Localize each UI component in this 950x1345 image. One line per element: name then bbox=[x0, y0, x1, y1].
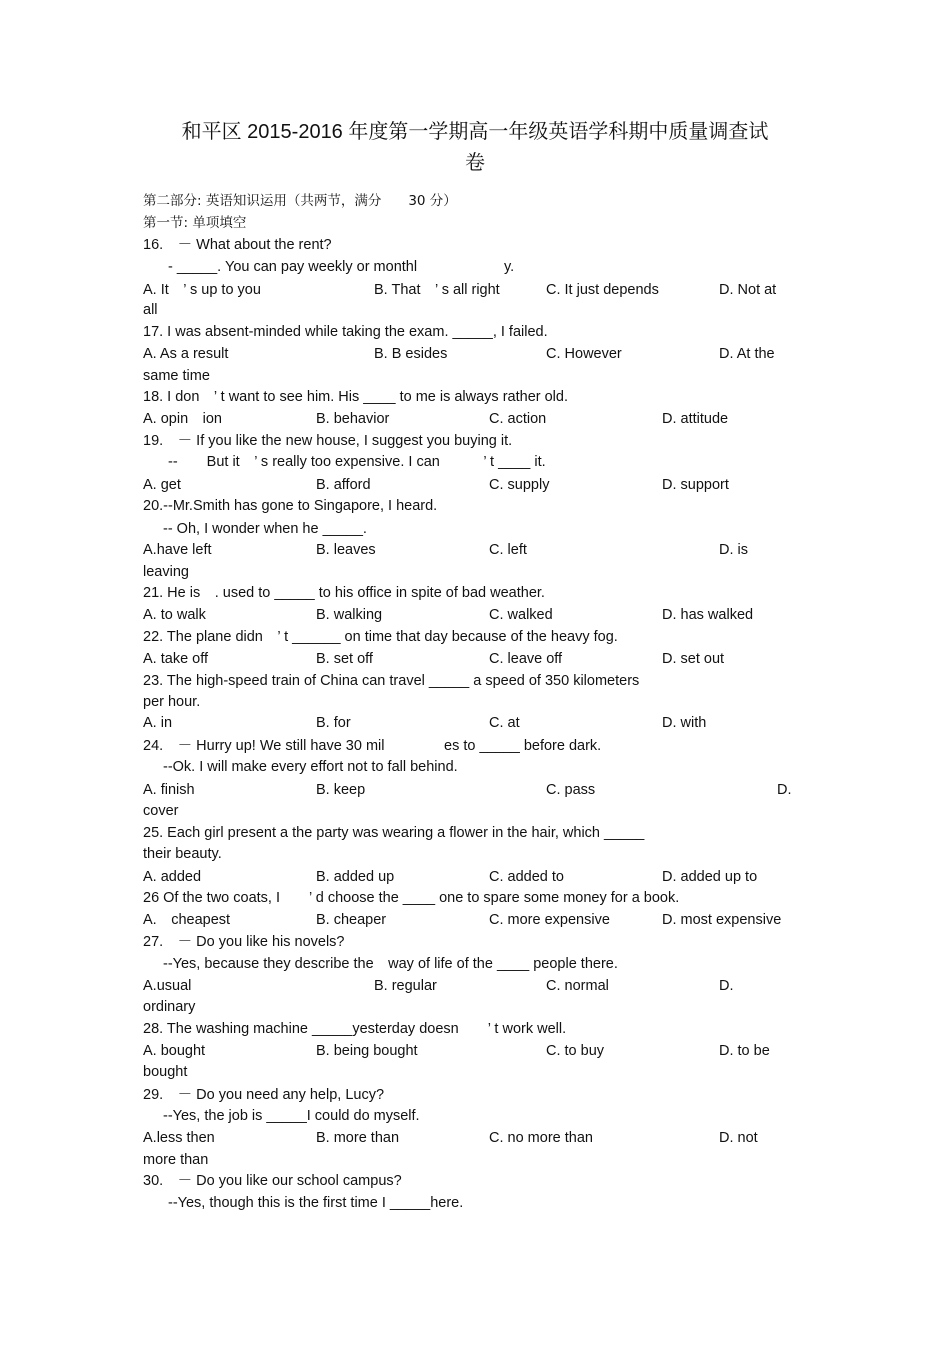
question-text: C. supply bbox=[489, 477, 550, 493]
question-text: 22. The plane didn ’ t ______ on time that day because of the heavy fog. bbox=[143, 629, 618, 645]
question-text: 27. － Do you like his novels? bbox=[143, 934, 345, 950]
question-text: C. leave off bbox=[489, 651, 563, 667]
question-text: D. is bbox=[719, 542, 748, 558]
question-text: C. action bbox=[489, 411, 547, 427]
question-text: all bbox=[143, 302, 158, 318]
question-text: per hour. bbox=[143, 694, 201, 710]
question-text: -- But it ’ s really too expensive. I can ’ t ____ it. bbox=[168, 454, 546, 470]
question-text: B. keep bbox=[316, 782, 366, 798]
question-text: D. support bbox=[662, 477, 729, 493]
question-text: es to _____ before dark. bbox=[444, 738, 602, 754]
question-text: D. bbox=[777, 782, 792, 798]
question-text: A. cheapest bbox=[143, 912, 231, 928]
question-text: D. added up to bbox=[662, 869, 758, 885]
question-text: A.usual bbox=[143, 978, 192, 994]
document-title-line-1: 和平区 2015-2016 年度第一学期高一年级英语学科期中质量调查试 bbox=[181, 121, 769, 143]
question-text: A. to walk bbox=[143, 607, 206, 623]
question-text: 20.--Mr.Smith has gone to Singapore, I heard. bbox=[143, 498, 438, 514]
question-text: C. to buy bbox=[546, 1043, 605, 1059]
question-text: same time bbox=[143, 368, 210, 384]
question-text: B. leaves bbox=[316, 542, 376, 558]
part-heading: 第二部分: 英语知识运用（共两节，满分 30 分） bbox=[143, 193, 457, 209]
question-text: A. It ’ s up to you bbox=[143, 282, 261, 298]
question-text: D. most expensive bbox=[662, 912, 782, 928]
question-text: D. not bbox=[719, 1130, 758, 1146]
question-text: A. get bbox=[143, 477, 181, 493]
question-text: 26 Of the two coats, I ’ d choose the ____ one to spare some money for a book. bbox=[143, 890, 680, 906]
question-text: more than bbox=[143, 1152, 209, 1168]
question-text: --Yes, though this is the first time I _____here. bbox=[168, 1195, 464, 1211]
question-text: B. set off bbox=[316, 651, 373, 667]
question-text: A. As a result bbox=[143, 346, 229, 362]
question-text: y. bbox=[504, 259, 515, 275]
question-text: B. That ’ s all right bbox=[374, 282, 500, 298]
question-text: 28. The washing machine _____yesterday doesn ’ t work well. bbox=[143, 1021, 567, 1037]
question-text: their beauty. bbox=[143, 846, 222, 862]
question-text: A. take off bbox=[143, 651, 209, 667]
question-text: B. added up bbox=[316, 869, 395, 885]
question-text: D. with bbox=[662, 715, 707, 731]
question-text: --Yes, the job is _____I could do myself. bbox=[163, 1108, 420, 1124]
question-text: 18. I don ’ t want to see him. His ____ to me is always rather old. bbox=[143, 389, 568, 405]
question-text: A.less then bbox=[143, 1130, 215, 1146]
question-text: 16. － What about the rent? bbox=[143, 237, 332, 253]
question-text: B. cheaper bbox=[316, 912, 387, 928]
question-text: C. no more than bbox=[489, 1130, 593, 1146]
question-text: C. It just depends bbox=[546, 282, 659, 298]
question-text: -- Oh, I wonder when he _____. bbox=[163, 521, 367, 537]
question-text: A.have left bbox=[143, 542, 212, 558]
document-title-line-2: 卷 bbox=[465, 152, 485, 174]
question-text: C. normal bbox=[546, 978, 609, 994]
question-text: B. afford bbox=[316, 477, 371, 493]
question-text: A. added bbox=[143, 869, 202, 885]
question-text: A. finish bbox=[143, 782, 195, 798]
question-text: C. left bbox=[489, 542, 527, 558]
question-text: 25. Each girl present a the party was wearing a flower in the hair, which _____ bbox=[143, 825, 645, 841]
question-text: leaving bbox=[143, 564, 189, 580]
question-text: 29. － Do you need any help, Lucy? bbox=[143, 1087, 385, 1103]
question-text: bought bbox=[143, 1064, 188, 1080]
question-text: B. more than bbox=[316, 1130, 400, 1146]
question-text: 23. The high-speed train of China can travel _____ a speed of 350 kilometers bbox=[143, 673, 640, 689]
question-text: B. walking bbox=[316, 607, 383, 623]
question-text: D. At the bbox=[719, 346, 775, 362]
question-text: C. However bbox=[546, 346, 622, 362]
section-heading: 第一节: 单项填空 bbox=[143, 215, 247, 231]
question-text: 17. I was absent-minded while taking the exam. _____, I failed. bbox=[143, 324, 548, 340]
question-text: C. walked bbox=[489, 607, 553, 623]
question-text: --Yes, because they describe the way of life of the ____ people there. bbox=[163, 956, 618, 972]
question-text: D. has walked bbox=[662, 607, 754, 623]
question-text: A. opin ion bbox=[143, 411, 222, 427]
question-text: B. B esides bbox=[374, 346, 448, 362]
question-text: B. being bought bbox=[316, 1043, 418, 1059]
question-text: B. regular bbox=[374, 978, 437, 994]
question-text: 24. － Hurry up! We still have 30 mil bbox=[143, 738, 385, 754]
question-text: cover bbox=[143, 803, 179, 819]
question-text: C. at bbox=[489, 715, 520, 731]
question-text: D. set out bbox=[662, 651, 725, 667]
question-text: A. in bbox=[143, 715, 173, 731]
question-text: D. Not at bbox=[719, 282, 777, 298]
question-text: 21. He is . used to _____ to his office in spite of bad weather. bbox=[143, 585, 545, 601]
question-text: 19. － If you like the new house, I suggest you buying it. bbox=[143, 433, 513, 449]
question-text: D. bbox=[719, 978, 734, 994]
question-text: 30. － Do you like our school campus? bbox=[143, 1173, 402, 1189]
question-text: B. behavior bbox=[316, 411, 390, 427]
question-text: C. added to bbox=[489, 869, 564, 885]
question-text: C. pass bbox=[546, 782, 596, 798]
question-text: D. to be bbox=[719, 1043, 770, 1059]
question-text: D. attitude bbox=[662, 411, 729, 427]
question-text: A. bought bbox=[143, 1043, 206, 1059]
question-text: C. more expensive bbox=[489, 912, 610, 928]
question-text: ordinary bbox=[143, 999, 196, 1015]
question-text: --Ok. I will make every effort not to fall behind. bbox=[163, 759, 458, 775]
question-text: - _____. You can pay weekly or monthl bbox=[168, 259, 418, 275]
question-text: B. for bbox=[316, 715, 351, 731]
